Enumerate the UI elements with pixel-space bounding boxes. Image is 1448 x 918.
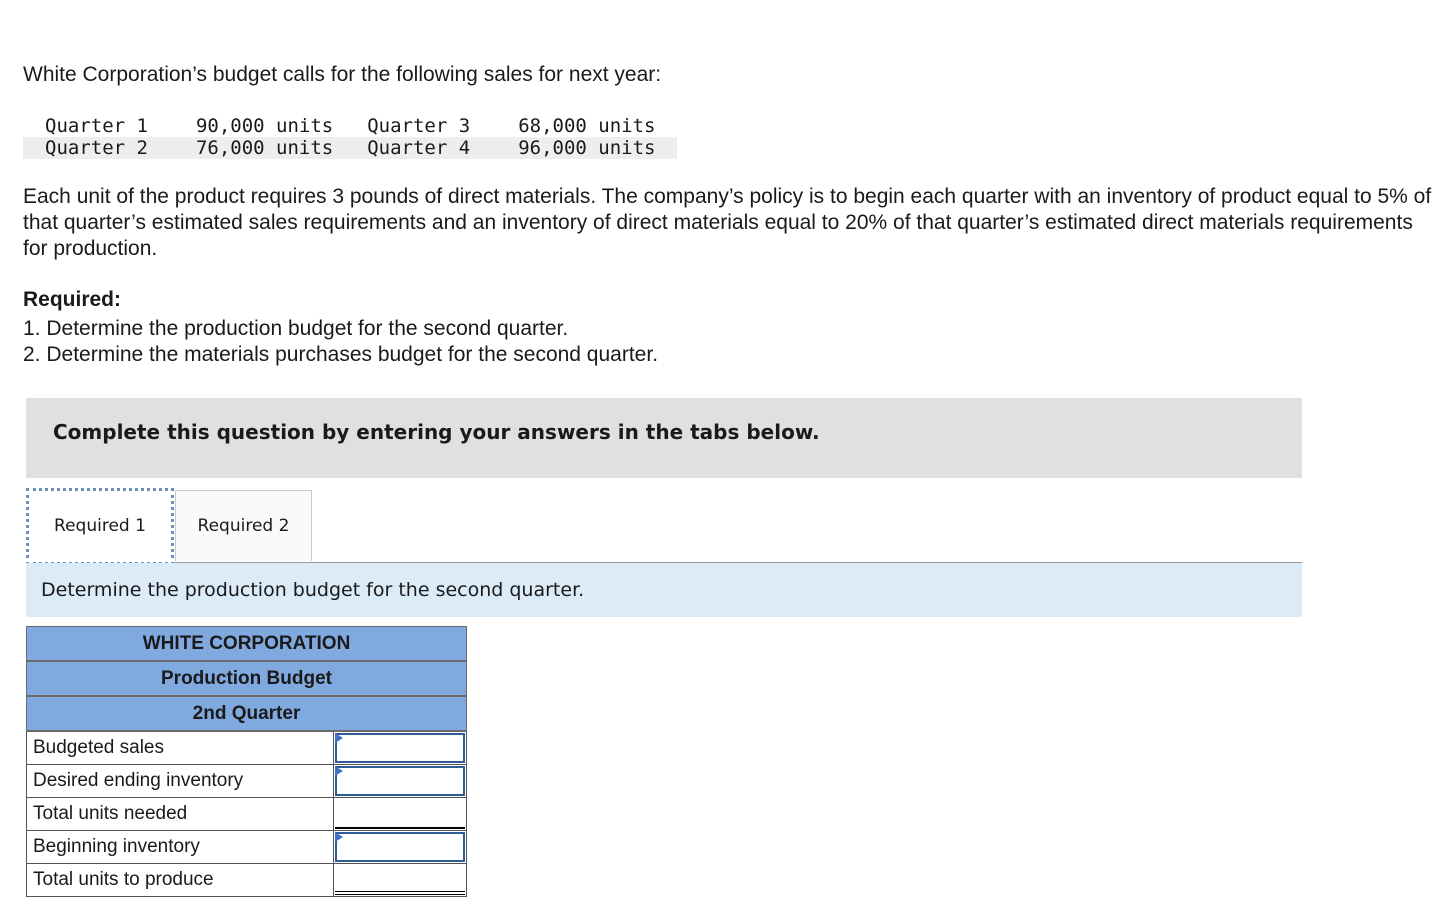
row-label-total-units-to-produce: Total units to produce [27, 864, 334, 897]
row-label-budgeted-sales: Budgeted sales [27, 731, 334, 765]
production-budget-table [26, 626, 467, 897]
table-row [27, 864, 467, 897]
quarter-units: 96,000 units [506, 137, 677, 159]
desired-ending-inventory-input[interactable] [335, 766, 465, 796]
table-row [27, 765, 467, 798]
input-flag-icon [335, 832, 343, 842]
table-row [27, 798, 467, 831]
list-item: 2. Determine the materials purchases budget for the second quarter. [23, 343, 659, 366]
sales-table [23, 115, 677, 159]
instruction-banner [26, 398, 1302, 478]
problem-paragraph: Each unit of the product requires 3 pounds of direct materials. The company’s policy is to begin each quarter with an inventory of product equal to 5% of that quarter’s estimated sales requirements and an inventory of direct materials equal to 20% of that quarter’s estimated direct materials requirements for production. [23, 185, 1432, 260]
input-flag-icon [335, 733, 343, 743]
quarter-units: 76,000 units [184, 137, 355, 159]
quarter-units: 68,000 units [518, 115, 656, 137]
list-item: 1. Determine the production budget for the second quarter. [23, 317, 569, 340]
table-row [27, 731, 467, 765]
tab-required-2[interactable]: Required 2 [175, 490, 312, 561]
table-row [27, 831, 467, 864]
quarter-label: Quarter 3 [367, 115, 471, 137]
total-units-to-produce-input[interactable] [335, 865, 465, 895]
required-list [23, 316, 658, 368]
quarter-label: Quarter 1 [45, 115, 148, 137]
tab-bar [26, 488, 1302, 563]
company-name-header: WHITE CORPORATION [27, 627, 467, 662]
tab-required-1[interactable]: Required 1 [28, 490, 172, 563]
row-label-total-units-needed: Total units needed [27, 798, 334, 831]
input-flag-icon [335, 766, 343, 776]
banner-text: Complete this question by entering your answers in the tabs below. [53, 420, 820, 444]
row-label-beginning-inventory: Beginning inventory [27, 831, 334, 864]
quarter-units: 90,000 units [195, 115, 334, 137]
budgeted-sales-input[interactable] [335, 733, 465, 763]
total-units-needed-input[interactable] [335, 799, 465, 829]
quarter-label: Quarter 4 [355, 137, 506, 159]
intro-text: White Corporation’s budget calls for the following sales for next year: [23, 63, 662, 86]
sales-row [23, 137, 677, 159]
period-header: 2nd Quarter [27, 696, 467, 731]
required-heading: Required: [23, 288, 122, 311]
quarter-label: Quarter 2 [23, 137, 184, 159]
beginning-inventory-input[interactable] [335, 832, 465, 862]
sales-row [23, 115, 677, 137]
budget-title-header: Production Budget [27, 661, 467, 696]
tab-instruction: Determine the production budget for the second quarter. [26, 563, 1302, 617]
row-label-desired-ending-inventory: Desired ending inventory [27, 765, 334, 798]
